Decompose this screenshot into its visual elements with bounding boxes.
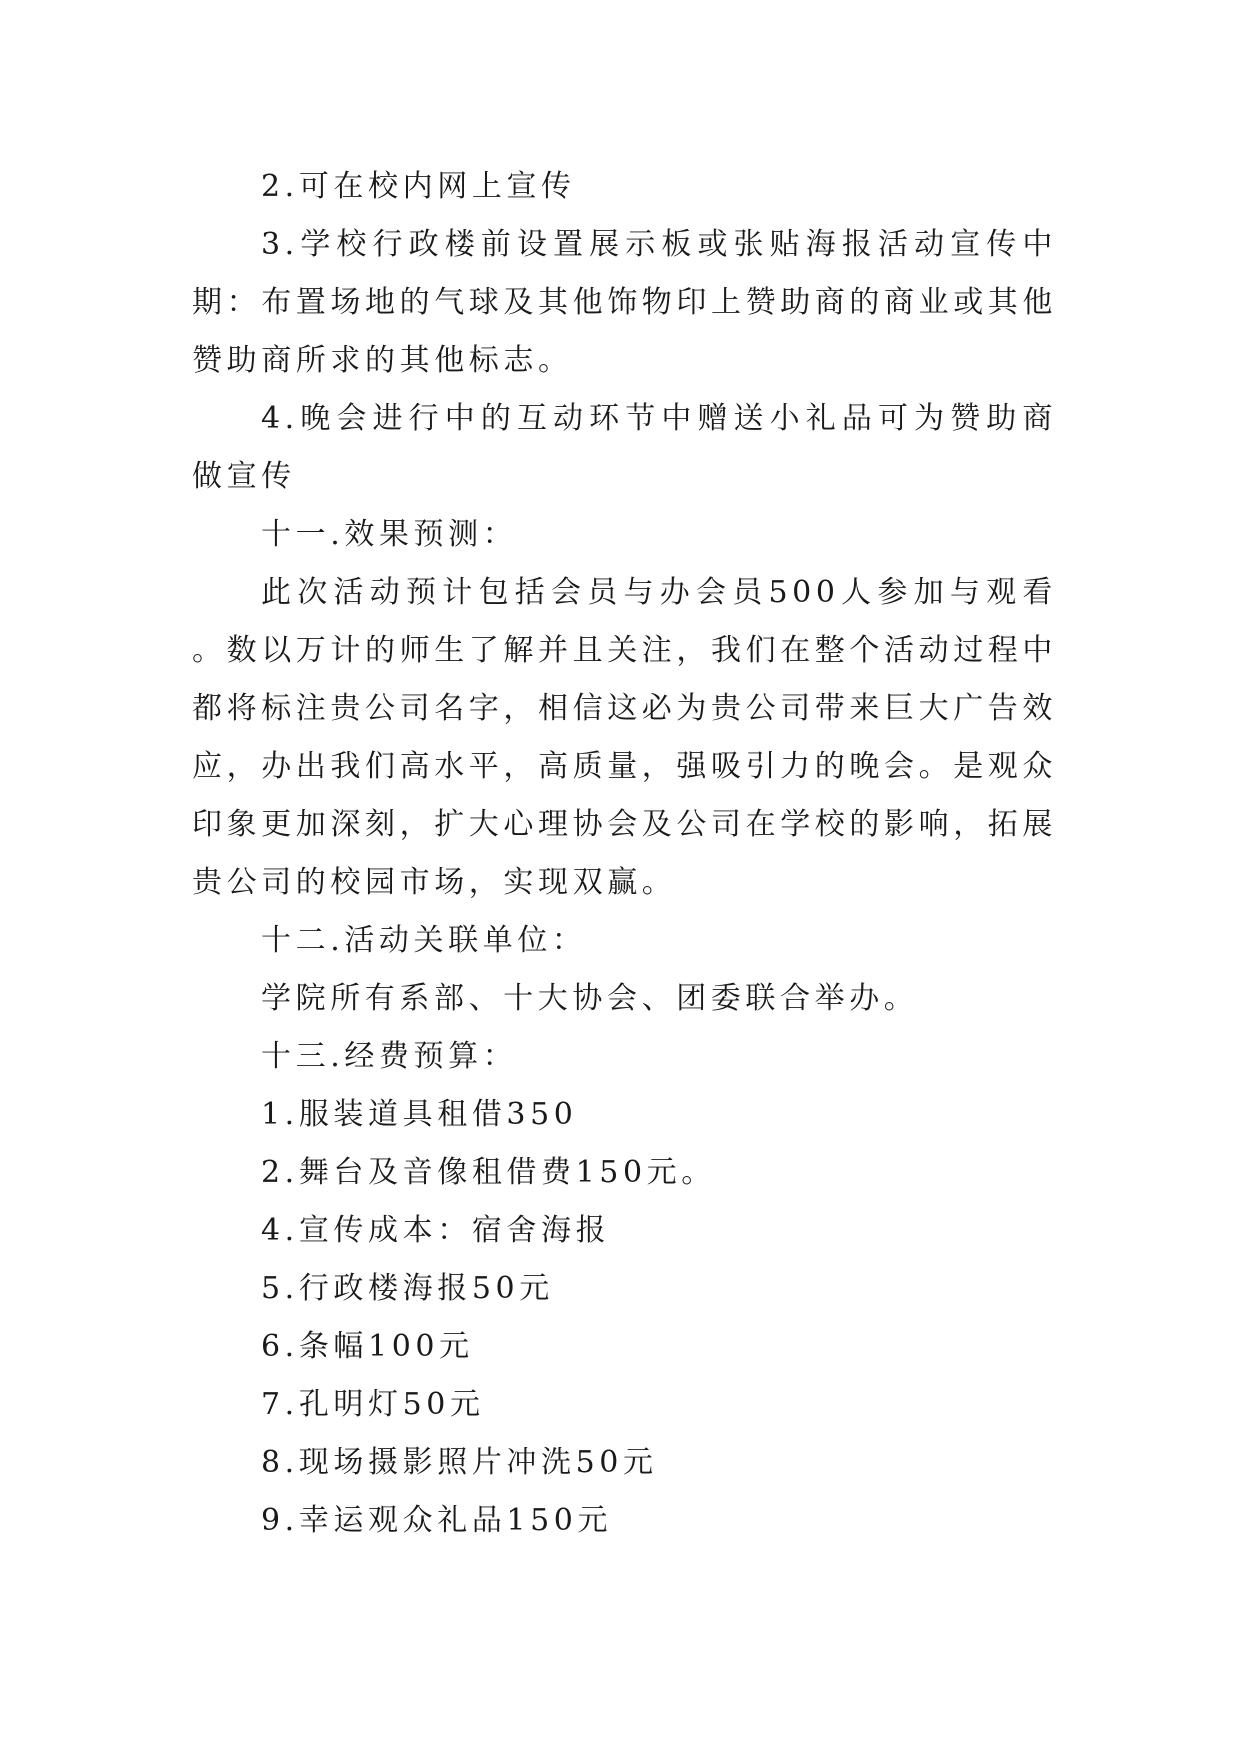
document-body bbox=[192, 158, 1057, 1550]
budget-item: 8.现场摄影照片冲洗50元 bbox=[261, 1445, 658, 1480]
paragraph-promo-gifts: 4.晚会进行中的互动环节中赠送小礼品可为赞助商做宣传 bbox=[192, 401, 1057, 494]
section-heading-budget: 十三.经费预算： bbox=[261, 1039, 518, 1074]
budget-item: 9.幸运观众礼品150元 bbox=[261, 1503, 613, 1538]
budget-item: 2.舞台及音像租借费150元。 bbox=[261, 1155, 716, 1190]
paragraph-promo-campus-net: 2.可在校内网上宣传 bbox=[261, 169, 576, 204]
budget-item: 5.行政楼海报50元 bbox=[261, 1271, 554, 1306]
budget-item: 1.服装道具租借350 bbox=[261, 1097, 578, 1132]
section-heading-effect-forecast: 十一.效果预测： bbox=[261, 517, 518, 552]
paragraph-related-units: 学院所有系部、十大协会、团委联合举办。 bbox=[261, 981, 919, 1016]
paragraph-promo-display-board: 3.学校行政楼前设置展示板或张贴海报活动宣传中期：布置场地的气球及其他饰物印上赞助商的商业或其他赞助商所求的其他标志。 bbox=[192, 227, 1057, 378]
paragraph-effect-forecast: 此次活动预计包括会员与办会员500人参加与观看。数以万计的师生了解并且关注，我们在整个活动过程中都将标注贵公司名字，相信这必为贵公司带来巨大广告效应，办出我们高水平，高质量，强吸引力的晚会。是观众印象更加深刻，扩大心理协会及公司在学校的影响，拓展贵公司的校园市场，实现双赢。 bbox=[192, 575, 1057, 900]
budget-item: 6.条幅100元 bbox=[261, 1329, 474, 1364]
budget-item: 4.宣传成本：宿舍海报 bbox=[261, 1213, 611, 1248]
section-heading-related-units: 十二.活动关联单位： bbox=[261, 923, 587, 958]
budget-item: 7.孔明灯50元 bbox=[261, 1387, 485, 1422]
